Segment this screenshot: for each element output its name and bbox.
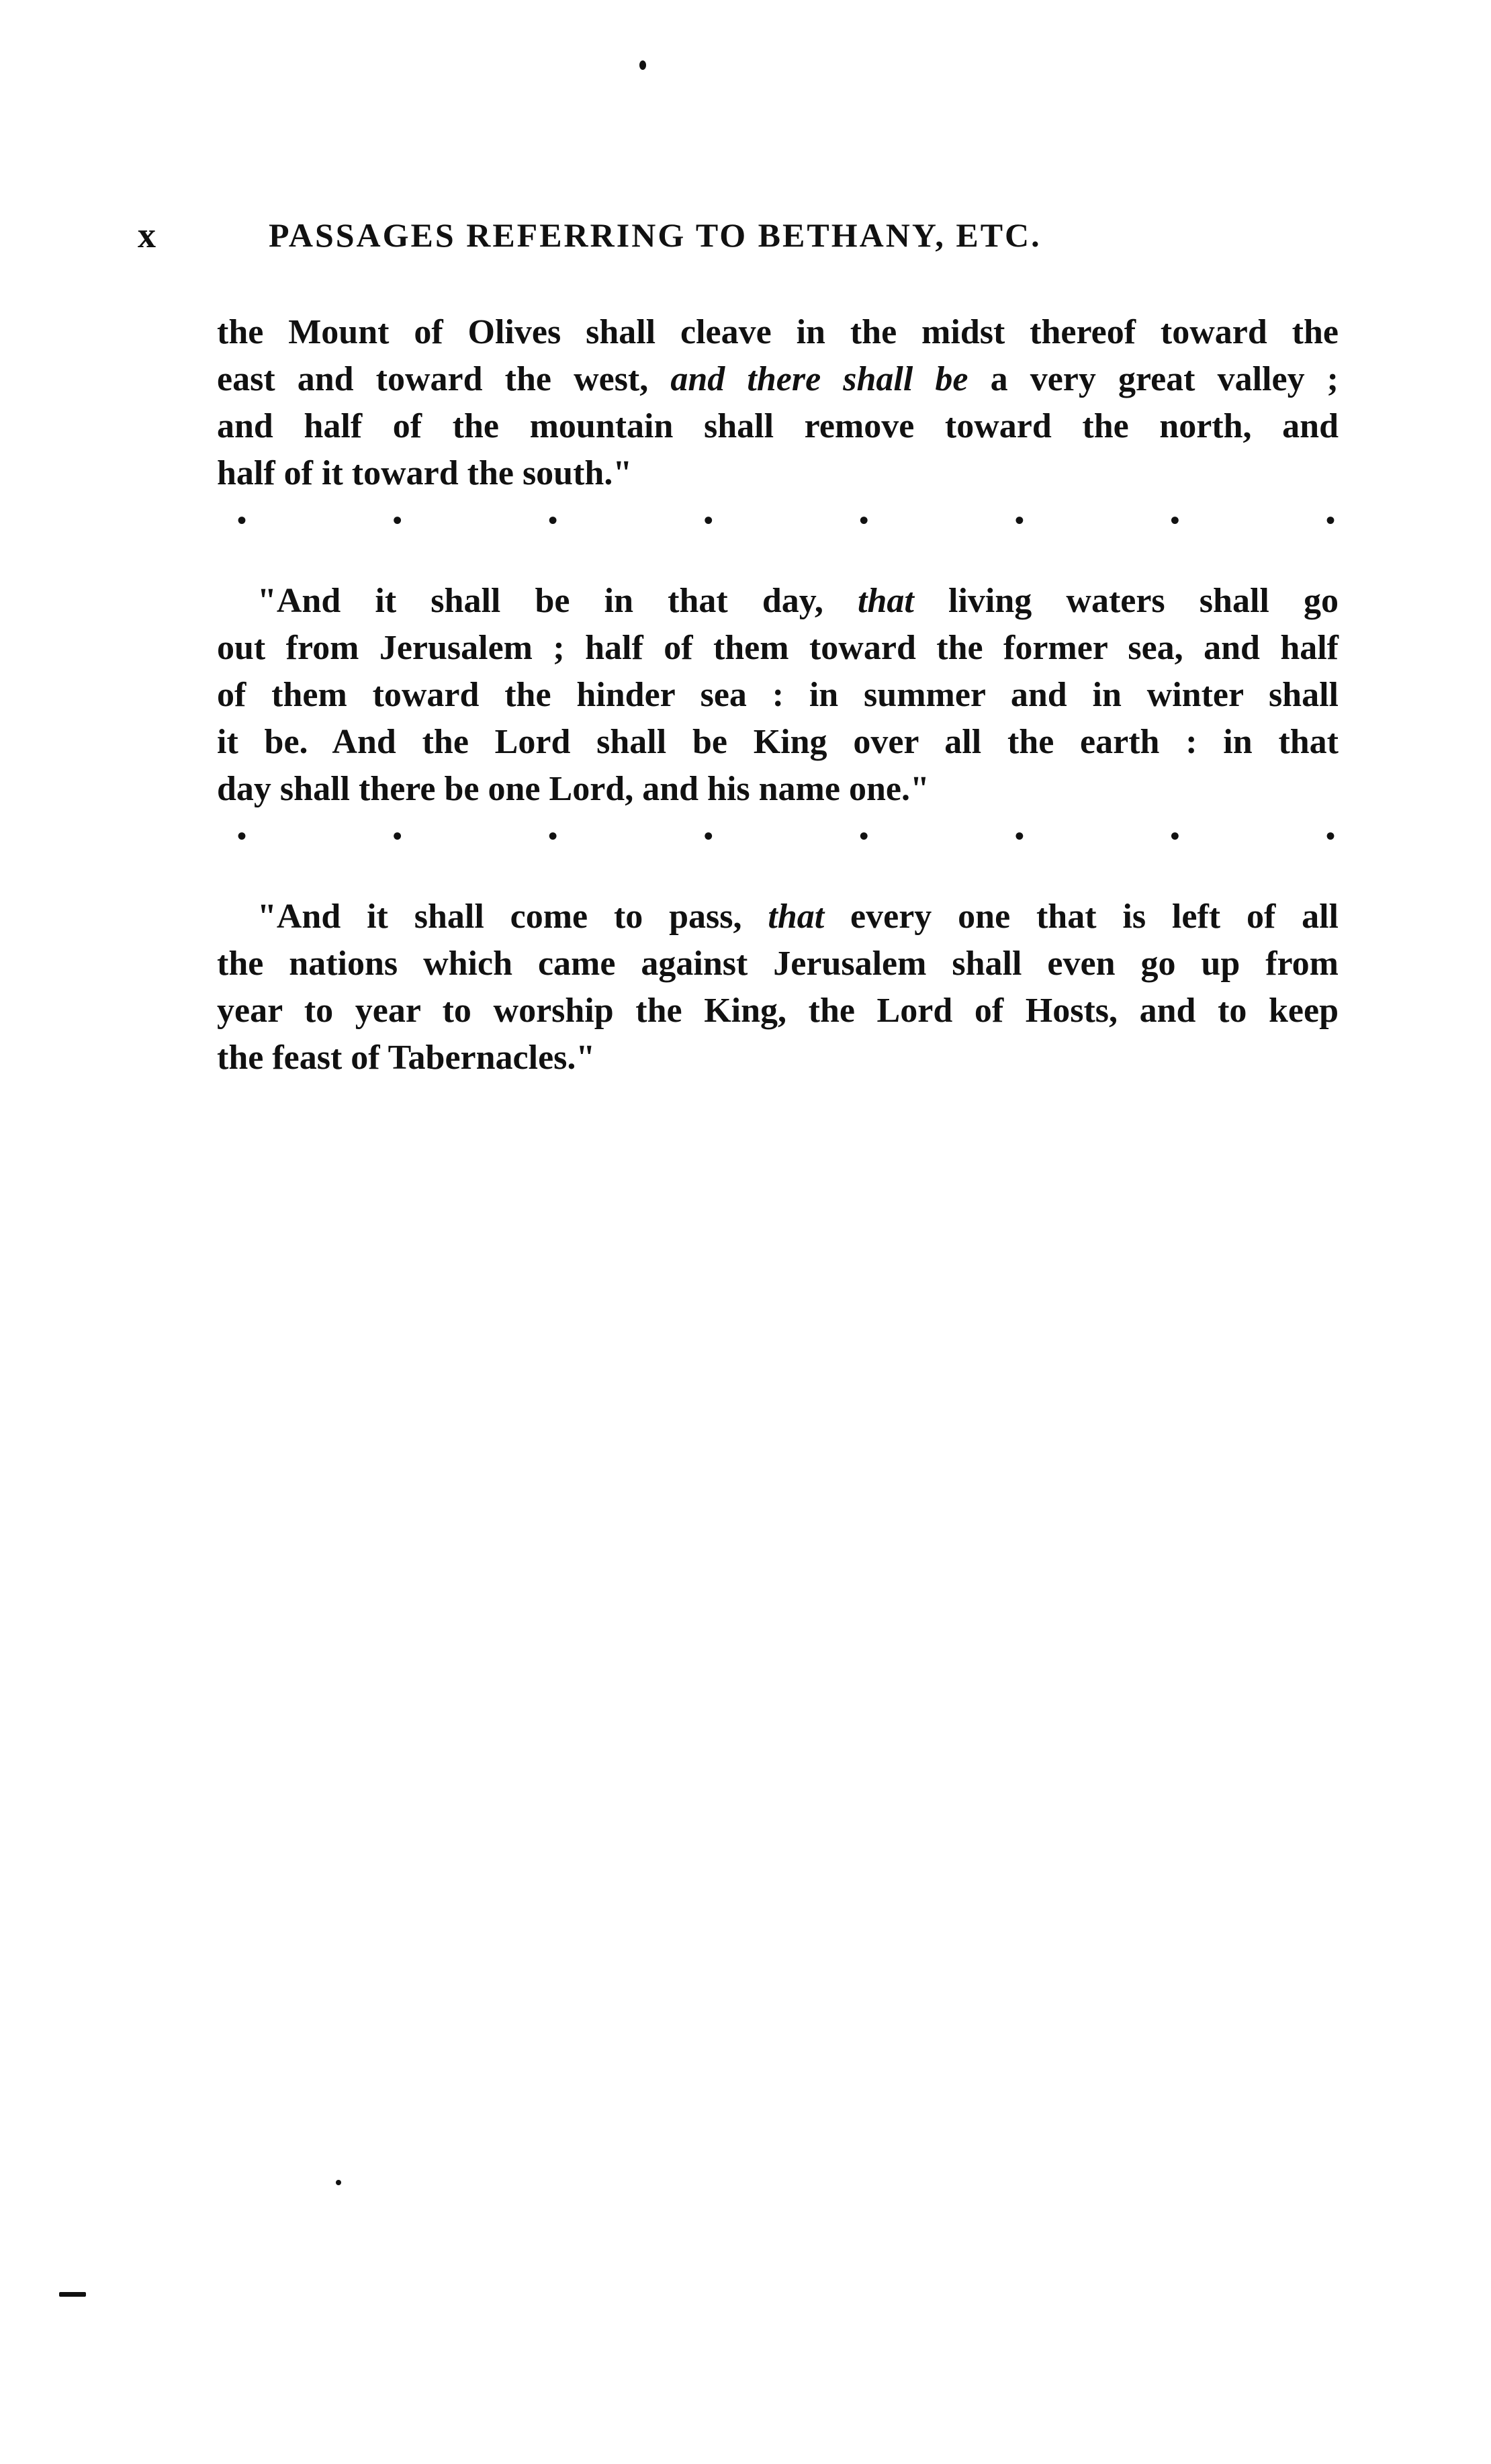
ellipsis-dot: • xyxy=(703,821,713,851)
page-number: x xyxy=(138,215,158,255)
ellipsis-dot: • xyxy=(859,505,869,535)
text-line: day shall there be one Lord, and his name one." xyxy=(217,770,930,808)
text-line: half of it toward the south." xyxy=(217,454,633,492)
ellipsis-dot: • xyxy=(548,505,558,535)
running-head xyxy=(138,208,1226,262)
ellipsis-row xyxy=(217,813,1339,860)
ink-speck xyxy=(639,60,646,70)
ellipsis-dot: • xyxy=(859,821,869,851)
text-line: the Mount of Olives shall cleave in the midst thereof toward the xyxy=(217,313,1339,351)
ellipsis-dot: • xyxy=(1325,505,1335,535)
text-line: the feast of Tabernacles." xyxy=(217,1039,596,1077)
ellipsis-dot: • xyxy=(703,505,713,535)
text-line: out from Jerusalem ; half of them toward the former sea, and half xyxy=(217,629,1339,667)
ellipsis-dot: • xyxy=(1325,821,1335,851)
italic-emphasis: and there shall be xyxy=(670,360,968,398)
ellipsis-dot: • xyxy=(237,505,247,535)
running-title: PASSAGES REFERRING TO BETHANY, ETC. xyxy=(269,216,1042,254)
text-line: it be. And the Lord shall be King over all the earth : in that xyxy=(217,723,1339,761)
ellipsis-dot: • xyxy=(1014,505,1024,535)
paragraph xyxy=(217,578,1339,813)
text-line: the nations which came against Jerusalem shall even go up from xyxy=(217,944,1339,983)
ink-speck xyxy=(59,2292,86,2297)
ellipsis-dot: • xyxy=(392,505,402,535)
text-line: "And it shall be in that day, that living waters shall go xyxy=(257,582,1339,620)
text-line: of them toward the hinder sea : in summer and in winter shall xyxy=(217,676,1339,714)
italic-emphasis: that xyxy=(768,897,825,936)
italic-emphasis: that xyxy=(858,582,914,620)
text-line: year to year to worship the King, the Lord of Hosts, and to keep xyxy=(217,992,1339,1030)
ellipsis-dot: • xyxy=(1170,505,1180,535)
ellipsis-dot: • xyxy=(1014,821,1024,851)
text-line: and half of the mountain shall remove toward the north, and xyxy=(217,407,1339,445)
paragraph xyxy=(217,893,1339,1082)
ellipsis-row xyxy=(217,497,1339,544)
ellipsis-dot: • xyxy=(1170,821,1180,851)
ellipsis-dot: • xyxy=(237,821,247,851)
body-text xyxy=(217,309,1339,1082)
ellipsis-dot: • xyxy=(548,821,558,851)
text-line: "And it shall come to pass, that every one that is left of all xyxy=(257,897,1339,936)
text-line: east and toward the west, and there shall be a very great valley ; xyxy=(217,360,1339,398)
ink-speck xyxy=(336,2180,341,2185)
ellipsis-dot: • xyxy=(392,821,402,851)
paragraph xyxy=(217,309,1339,497)
